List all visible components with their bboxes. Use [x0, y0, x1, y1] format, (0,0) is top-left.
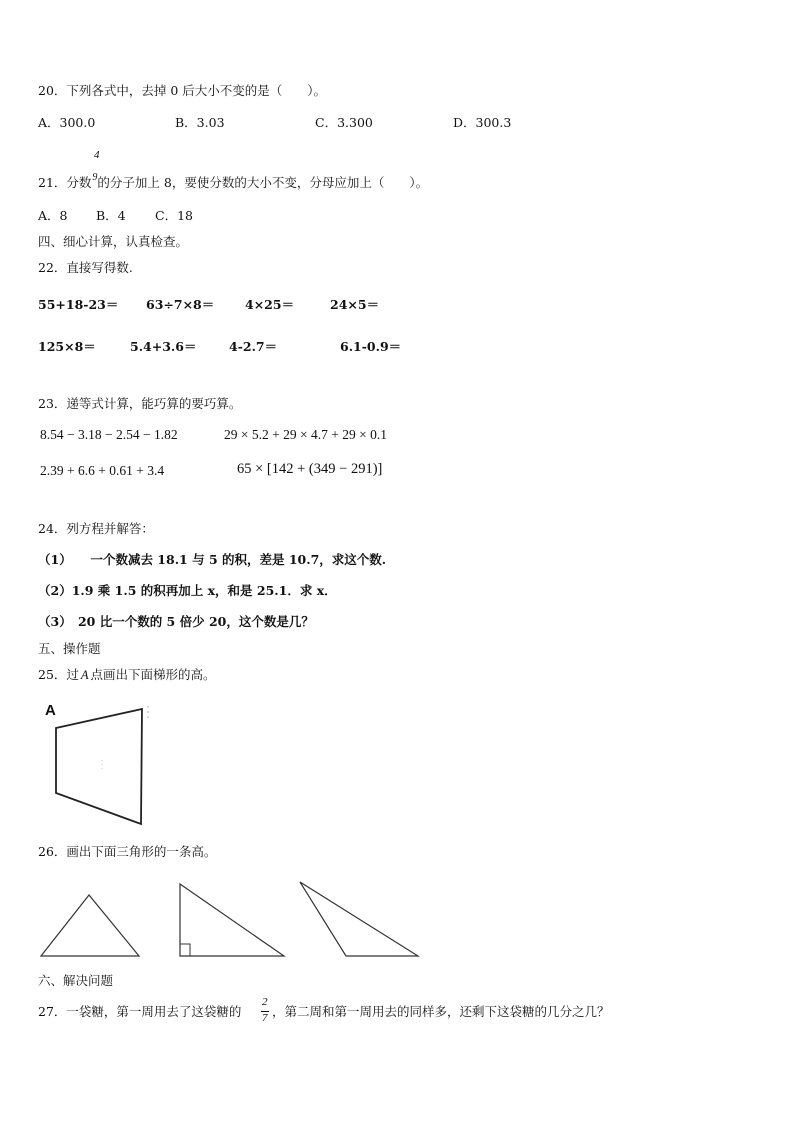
q21-stem-end: 的分子加上 8，要使分数的大小不变，分母应加上（ ）。	[97, 175, 429, 190]
q26-stem: 26．画出下面三角形的一条高。	[38, 844, 217, 859]
q21-stem	[38, 172, 429, 193]
q23-expression: 65 × [142 + (349 − 291)]	[237, 461, 383, 477]
q20-option-d: D．300.3	[453, 115, 512, 130]
q27-stem-end: ，第二周和第一周用去的同样多，还剩下这袋糖的几分之几？	[272, 1004, 610, 1019]
q20-option-c: C．3.300	[315, 115, 373, 130]
q22-item: 55+18-23＝	[38, 297, 119, 312]
q24-item-3: （3） 20 比一个数的 5 倍少 20，这个数是几？	[38, 614, 314, 629]
triangle-right	[180, 884, 284, 956]
q21-option-b: B．4	[96, 208, 126, 223]
q21-option-c: C．18	[155, 208, 193, 223]
q22-item: 4-2.7＝	[229, 339, 278, 354]
triangle-obtuse	[300, 882, 418, 956]
triangles-figure	[38, 878, 428, 962]
q25-stem	[38, 667, 216, 683]
section-5-heading: 五、操作题	[38, 641, 101, 656]
q20-stem: 20．下列各式中，去掉 0 后大小不变的是（ ）。	[38, 83, 327, 98]
q20-option-b: B．3.03	[175, 115, 225, 130]
q21-fraction-denominator: 9	[92, 172, 98, 183]
q23-expression: 8.54 − 3.18 − 2.54 − 1.82	[40, 427, 178, 442]
q25-stem-end: 点画出下面梯形的高。	[90, 667, 216, 682]
q21-option-a: A．8	[38, 208, 68, 223]
q25-point-label: A	[80, 668, 89, 682]
q22-stem: 22．直接写得数.	[38, 260, 133, 275]
q23-expression: 29 × 5.2 + 29 × 4.7 + 29 × 0.1	[224, 427, 387, 442]
q27-fraction-denominator: 7	[262, 1012, 268, 1024]
q21-stem-start: 21．分数	[38, 175, 92, 190]
section-4-heading: 四、细心计算，认真检查。	[38, 234, 189, 249]
q22-item: 6.1-0.9＝	[340, 339, 402, 354]
q22-item: 5.4+3.6＝	[130, 339, 197, 354]
q22-item: 125×8＝	[38, 339, 96, 354]
q23-expression: 2.39 + 6.6 + 0.61 + 3.4	[40, 463, 165, 478]
q23-stem: 23．递等式计算，能巧算的要巧算。	[38, 396, 242, 411]
q24-stem: 24．列方程并解答：	[38, 521, 154, 536]
trapezoid-figure	[40, 700, 160, 832]
trapezoid-vertex-label: A	[45, 702, 56, 719]
q22-item: 63÷7×8＝	[146, 297, 215, 312]
q22-item: 24×5＝	[330, 297, 380, 312]
triangle-isosceles	[41, 895, 139, 956]
q27-fraction-numerator: 2	[262, 996, 268, 1008]
q24-item-1: （1） 一个数减去 18.1 与 5 的积，差是 10.7，求这个数.	[38, 552, 387, 567]
right-angle-mark	[180, 944, 190, 956]
section-6-heading: 六、解决问题	[38, 973, 114, 988]
q24-item-2: （2）1.9 乘 1.5 的积再加上 x，和是 25.1．求 x．	[38, 583, 337, 598]
q25-stem-start: 25．过	[38, 667, 79, 682]
q20-option-a: A．300.0	[38, 115, 96, 130]
q22-item: 4×25＝	[245, 297, 295, 312]
q21-fraction-numerator: 4	[94, 149, 100, 161]
q27-stem-start: 27．一袋糖，第一周用去了这袋糖的	[38, 1004, 242, 1019]
